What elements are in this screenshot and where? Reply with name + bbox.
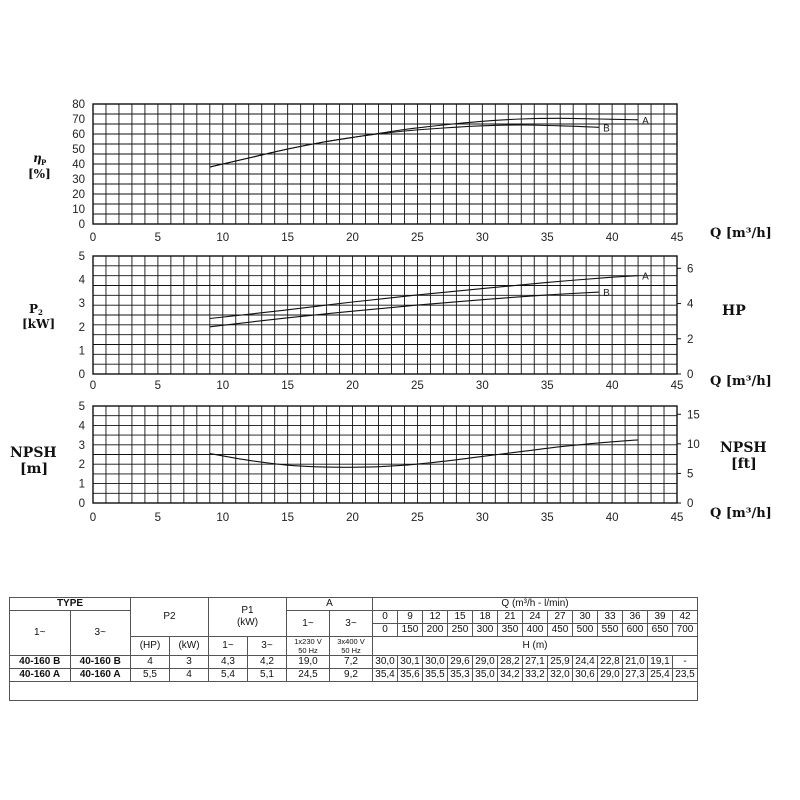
q-m3h-cell: 30 [573,611,598,624]
y-right-tick-label: 2 [687,333,694,346]
head-cell: 29,6 [448,656,473,669]
head-cell: - [673,656,698,669]
q-lmin-cell: 500 [573,624,598,637]
y-axis-label-p2: P [29,302,39,316]
series-label-A: A [642,271,649,283]
x-tick-label: 10 [216,232,230,244]
y-right-tick-label: 10 [687,438,700,451]
q-lmin-cell: 450 [548,624,573,637]
y-tick-label: 2 [78,459,85,472]
x-tick-label: 15 [281,232,295,244]
p1-phase1-header: 1~ [209,637,248,656]
y-tick-label: 1 [78,478,85,491]
q-m3h-cell: 0 [373,611,398,624]
x-tick-label: 15 [281,512,295,524]
q-lmin-cell: 400 [523,624,548,637]
q-lmin-cell: 0 [373,624,398,637]
q-m3h-cell: 33 [598,611,623,624]
y-tick-label: 0 [78,219,85,231]
type-1ph-cell: 40-160 B [10,656,71,669]
x-tick-label: 0 [89,380,97,392]
x-axis-label: Q [m³/h] [710,226,772,241]
x-tick-label: 0 [89,232,97,244]
head-cell: 29,0 [598,669,623,682]
y-right-tick-label: 6 [687,263,694,276]
y-axis-label-eta-sub: P [41,158,47,167]
y-tick-label: 80 [72,99,85,111]
x-tick-label: 35 [540,512,554,524]
p1-3ph-cell: 5,1 [248,669,287,682]
series-line-A [210,276,638,319]
x-tick-label: 45 [670,232,684,244]
x-tick-label: 5 [154,380,162,392]
type-header: TYPE [10,598,131,611]
q-header: Q (m³/h - l/min) [373,598,698,611]
p2-hp-cell: 5,5 [131,669,170,682]
head-cell: 25,4 [648,669,673,682]
table-footer-spacer [10,682,698,701]
a-3ph-cell: 9,2 [330,669,373,682]
x-tick-label: 20 [346,380,359,392]
x-tick-label: 10 [216,512,230,524]
q-lmin-cell: 700 [673,624,698,637]
q-m3h-cell: 9 [398,611,423,624]
head-cell: 30,0 [423,656,448,669]
p1-1ph-cell: 4,3 [209,656,248,669]
head-cell: 32,0 [548,669,573,682]
x-tick-label: 40 [605,512,619,524]
series-label-B: B [603,123,610,135]
x-tick-label: 35 [540,232,554,244]
head-cell: 22,8 [598,656,623,669]
q-lmin-cell: 250 [448,624,473,637]
x-axis-label: Q [m³/h] [710,506,772,521]
performance-table [9,597,698,701]
x-tick-label: 40 [605,232,619,244]
a-phase1: 1~ [287,611,330,637]
y-tick-label: 5 [78,251,85,263]
voltage-1ph [287,637,330,656]
p2-kw-cell: 3 [170,656,209,669]
head-cell: 33,2 [523,669,548,682]
q-m3h-cell: 15 [448,611,473,624]
x-tick-label: 40 [605,380,619,392]
type-phase3: 3~ [70,611,131,656]
y-right-tick-label: 15 [687,409,700,422]
p1-label: P1 [241,605,254,616]
head-cell: 30,1 [398,656,423,669]
x-tick-label: 25 [411,512,424,524]
y-axis-label-eta: η [33,151,42,165]
x-tick-label: 20 [346,512,359,524]
head-cell: 30,6 [573,669,598,682]
y-tick-label: 10 [72,204,85,216]
x-tick-label: 15 [281,380,295,392]
head-cell: 34,2 [498,669,523,682]
q-lmin-cell: 650 [648,624,673,637]
y-tick-label: 5 [78,401,85,413]
y-right-tick-label: 4 [687,298,694,311]
x-tick-label: 20 [346,232,359,244]
x-tick-label: 5 [154,232,162,244]
y-tick-label: 40 [72,159,85,171]
a-phase3: 3~ [330,611,373,637]
y-axis-label-eta-unit: [%] [28,167,51,181]
type-3ph-cell: 40-160 B [70,656,131,669]
y-axis-label-npsh-unit: [m] [20,461,49,477]
q-m3h-cell: 27 [548,611,573,624]
y-tick-label: 70 [72,114,85,126]
q-m3h-cell: 21 [498,611,523,624]
type-phase1: 1~ [10,611,71,656]
head-cell: 35,0 [473,669,498,682]
p2-kw-header: (kW) [170,637,209,656]
q-m3h-cell: 12 [423,611,448,624]
q-m3h-cell: 36 [623,611,648,624]
series-label-A: A [642,115,649,127]
q-lmin-cell: 600 [623,624,648,637]
series-line-npsh [210,440,638,467]
voltage-3ph-v: 3x400 V [337,637,365,646]
x-tick-label: 30 [475,232,489,244]
y-tick-label: 20 [72,189,85,201]
y-tick-label: 1 [78,345,85,358]
p2-header: P2 [131,598,209,637]
x-tick-label: 25 [411,380,424,392]
x-tick-label: 25 [411,232,424,244]
p1-unit: (kW) [236,617,259,628]
y-right-axis-label-hp: HP [722,303,746,319]
q-m3h-cell: 42 [673,611,698,624]
head-cell: 35,5 [423,669,448,682]
head-cell: 23,5 [673,669,698,682]
y-tick-label: 4 [78,274,85,287]
head-cell: 35,6 [398,669,423,682]
head-cell: 19,1 [648,656,673,669]
x-axis-label: Q [m³/h] [710,374,772,389]
x-tick-label: 45 [670,380,684,392]
q-lmin-cell: 350 [498,624,523,637]
head-cell: 24,4 [573,656,598,669]
head-cell: 30,0 [373,656,398,669]
y-right-tick-label: 0 [687,369,694,381]
q-lmin-cell: 200 [423,624,448,637]
x-tick-label: 0 [89,512,97,524]
head-cell: 27,1 [523,656,548,669]
y-right-axis-label-npsh: NPSH [720,440,767,456]
series-label-B: B [603,288,610,300]
q-lmin-cell: 550 [598,624,623,637]
p1-1ph-cell: 5,4 [209,669,248,682]
q-m3h-cell: 39 [648,611,673,624]
q-m3h-cell: 24 [523,611,548,624]
y-right-tick-label: 5 [687,468,694,481]
p2-kw-cell: 4 [170,669,209,682]
a-3ph-cell: 7,2 [330,656,373,669]
voltage-3ph [330,637,373,656]
x-tick-label: 45 [670,512,684,524]
type-1ph-cell: 40-160 A [10,669,71,682]
head-cell: 28,2 [498,656,523,669]
y-tick-label: 60 [72,129,85,141]
p2-hp-header: (HP) [131,637,170,656]
y-tick-label: 0 [78,498,85,510]
y-axis-label-p2-sub: 2 [38,308,43,317]
y-tick-label: 3 [78,298,85,311]
x-tick-label: 30 [475,512,489,524]
y-right-tick-label: 0 [687,498,694,510]
x-tick-label: 35 [540,380,554,392]
y-right-axis-label-npsh-unit: [ft] [731,456,757,472]
y-tick-label: 3 [78,439,85,452]
p1-phase3-header: 3~ [248,637,287,656]
y-axis-label-npsh: NPSH [10,445,57,461]
head-cell: 25,9 [548,656,573,669]
p2-hp-cell: 4 [131,656,170,669]
y-tick-label: 30 [72,174,85,186]
x-tick-label: 30 [475,380,489,392]
y-tick-label: 2 [78,321,85,334]
y-tick-label: 50 [72,144,85,156]
voltage-1ph-hz: 50 Hz [298,646,318,655]
a-1ph-cell: 24,5 [287,669,330,682]
q-lmin-cell: 150 [398,624,423,637]
series-line-A [210,118,638,167]
head-cell: 21,0 [623,656,648,669]
head-cell: 35,3 [448,669,473,682]
y-tick-label: 4 [78,420,85,433]
y-tick-label: 0 [78,369,85,381]
a-1ph-cell: 19,0 [287,656,330,669]
q-m3h-cell: 18 [473,611,498,624]
x-tick-label: 10 [216,380,230,392]
voltage-1ph-v: 1x230 V [294,637,322,646]
p1-header [209,598,287,637]
a-header: A [287,598,373,611]
q-lmin-cell: 300 [473,624,498,637]
head-cell: 29,0 [473,656,498,669]
head-cell: 27,3 [623,669,648,682]
head-cell: 35,4 [373,669,398,682]
voltage-3ph-hz: 50 Hz [341,646,361,655]
table-row [10,669,698,682]
y-axis-label-p2-unit: [kW] [22,317,56,331]
h-header: H (m) [373,637,698,656]
type-3ph-cell: 40-160 A [70,669,131,682]
p1-3ph-cell: 4,2 [248,656,287,669]
x-tick-label: 5 [154,512,162,524]
table-row [10,656,698,669]
